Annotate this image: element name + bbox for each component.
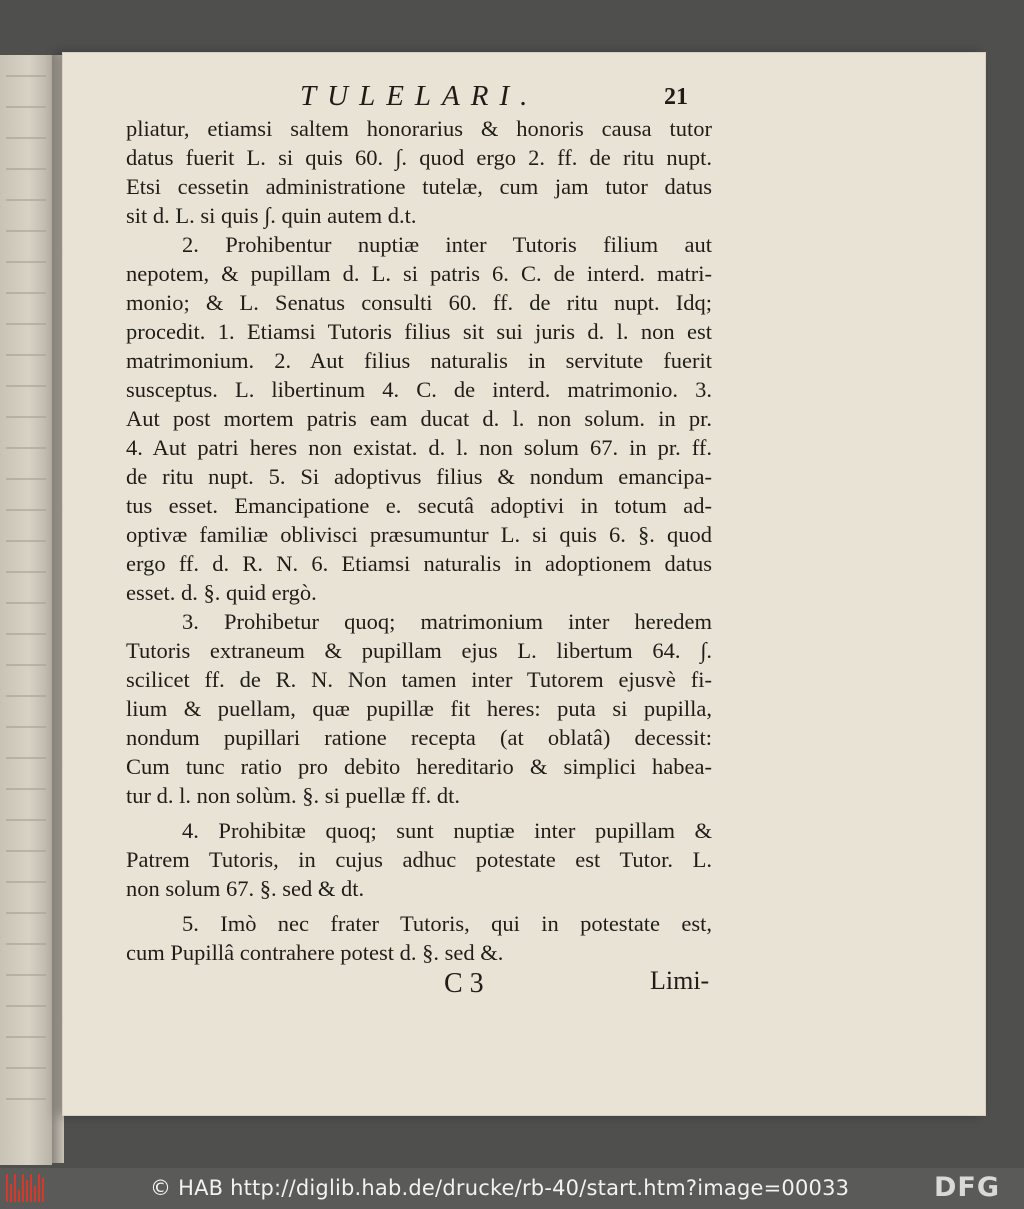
logo-bar	[30, 1174, 32, 1202]
logo-bar	[14, 1174, 16, 1202]
bleed-through-mark	[6, 509, 46, 511]
signature-mark: C 3	[444, 968, 484, 999]
bleed-through-mark	[6, 168, 46, 170]
logo-bar	[6, 1174, 8, 1202]
bleed-through-mark	[6, 323, 46, 325]
text-line: Cum tunc ratio pro debito hereditario & simplici habea-	[126, 754, 712, 779]
logo-bar	[34, 1186, 36, 1202]
text-line: 4. Prohibitæ quoq; sunt nuptiæ inter pupillam &	[182, 818, 712, 843]
text-line: Etsi cessetin administratione tutelæ, cum jam tutor datus	[126, 174, 712, 199]
text-line: Aut post mortem patris eam ducat d. l. non solum. in pr.	[126, 406, 712, 431]
text-line: Patrem Tutoris, in cujus adhuc potestate est Tutor. L.	[126, 847, 712, 872]
text-line: esset. d. §. quid ergò.	[126, 580, 317, 605]
text-line: monio; & L. Senatus consulti 60. ff. de ritu nupt. Idq;	[126, 290, 712, 315]
bleed-through-mark	[6, 912, 46, 914]
text-line: cum Pupillâ contrahere potest d. §. sed &.	[126, 940, 504, 965]
footer-bar	[0, 1168, 1024, 1209]
bleed-through-mark	[6, 633, 46, 635]
bleed-through-mark	[6, 757, 46, 759]
bleed-through-mark	[6, 850, 46, 852]
logo-bar	[38, 1174, 40, 1202]
text-line: nondum pupillari ratione recepta (at oblatâ) decessit:	[126, 725, 712, 750]
bleed-through-mark	[6, 354, 46, 356]
bleed-through-mark	[6, 478, 46, 480]
bleed-through-mark	[6, 819, 46, 821]
text-line: procedit. 1. Etiamsi Tutoris filius sit sui juris d. l. non est	[126, 319, 712, 344]
logo-bar	[18, 1190, 20, 1202]
text-line: sit d. L. si quis ∫. quin autem d.t.	[126, 203, 417, 228]
dfg-logo-icon: DFG	[934, 1172, 1001, 1203]
text-line: ergo ff. d. R. N. 6. Etiamsi naturalis in adoptionem datus	[126, 551, 712, 576]
copyright-link[interactable]: © HAB http://diglib.hab.de/drucke/rb-40/start.htm?image=00033	[150, 1176, 850, 1200]
bleed-through-mark	[6, 1036, 46, 1038]
hab-barcode-logo-icon	[6, 1174, 46, 1202]
bleed-through-mark	[6, 695, 46, 697]
logo-bar	[22, 1174, 24, 1202]
text-line: pliatur, etiamsi saltem honorarius & honoris causa tutor	[126, 116, 712, 141]
bleed-through-mark	[6, 1005, 46, 1007]
bleed-through-mark	[6, 974, 46, 976]
bleed-through-mark	[6, 1067, 46, 1069]
bleed-through-mark	[6, 1098, 46, 1100]
text-line: de ritu nupt. 5. Si adoptivus filius & nondum emancipa-	[126, 464, 712, 489]
bleed-through-mark	[6, 385, 46, 387]
text-line: datus fuerit L. si quis 60. ∫. quod ergo 2. ff. de ritu nupt.	[126, 145, 712, 170]
bleed-through-mark	[6, 261, 46, 263]
bleed-through-mark	[6, 602, 46, 604]
bleed-through-mark	[6, 881, 46, 883]
bleed-through-mark	[6, 571, 46, 573]
text-line: lium & puellam, quæ pupillæ fit heres: puta si pupilla,	[126, 696, 712, 721]
bleed-through-mark	[6, 726, 46, 728]
bleed-through-mark	[6, 416, 46, 418]
bleed-through-mark	[6, 75, 46, 77]
bleed-through-mark	[6, 788, 46, 790]
bleed-through-mark	[6, 292, 46, 294]
logo-bar	[26, 1180, 28, 1202]
previous-page-edge	[0, 55, 52, 1165]
text-line: tus esset. Emancipatione e. secutâ adoptivi in totum ad-	[126, 493, 712, 518]
text-line: susceptus. L. libertinum 4. C. de interd. matrimonio. 3.	[126, 377, 712, 402]
bleed-through-mark	[6, 447, 46, 449]
text-line: 3. Prohibetur quoq; matrimonium inter heredem	[182, 609, 712, 634]
logo-bar	[42, 1178, 44, 1202]
bleed-through-mark	[6, 199, 46, 201]
running-head: TULELARI.	[300, 80, 539, 112]
text-line: 5. Imò nec frater Tutoris, qui in potestate est,	[182, 911, 712, 936]
bleed-through-mark	[6, 137, 46, 139]
bleed-through-mark	[6, 230, 46, 232]
text-line: tur d. l. non solùm. §. si puellæ ff. dt.	[126, 783, 460, 808]
text-line: scilicet ff. de R. N. Non tamen inter Tutorem ejusvè fi-	[126, 667, 712, 692]
catchword: Limi-	[650, 966, 710, 995]
text-line: 4. Aut patri heres non existat. d. l. non solum 67. in pr. ff.	[126, 435, 712, 460]
page-number: 21	[664, 84, 688, 110]
bleed-through-mark	[6, 106, 46, 108]
text-line: optivæ familiæ oblivisci præsumuntur L. si quis 6. §. quod	[126, 522, 712, 547]
logo-bar	[10, 1184, 12, 1202]
text-line: Tutoris extraneum & pupillam ejus L. libertum 64. ∫.	[126, 638, 712, 663]
text-line: non solum 67. §. sed & dt.	[126, 876, 365, 901]
text-line: nepotem, & pupillam d. L. si patris 6. C. de interd. matri-	[126, 261, 712, 286]
bleed-through-mark	[6, 664, 46, 666]
text-line: 2. Prohibentur nuptiæ inter Tutoris filium aut	[182, 232, 712, 257]
bleed-through-mark	[6, 540, 46, 542]
bleed-through-mark	[6, 943, 46, 945]
body-text	[126, 114, 712, 967]
text-line: matrimonium. 2. Aut filius naturalis in servitute fuerit	[126, 348, 712, 373]
